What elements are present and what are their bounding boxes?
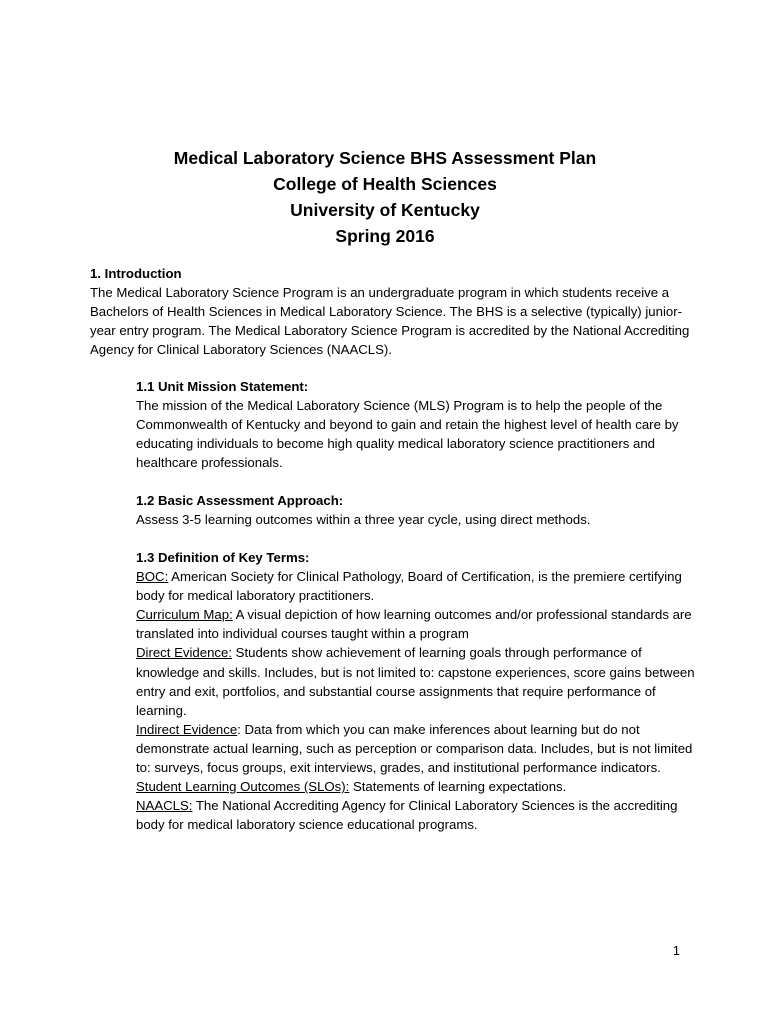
definition-item [136, 643, 696, 719]
definition-term: Indirect Evidence [136, 721, 238, 737]
title-line-1: Medical Laboratory Science BHS Assessment Plan [173, 148, 597, 168]
definition-text: The National Accrediting Agency for Clinical Laboratory Sciences is the accrediting body for medical laboratory science educational programs. [136, 798, 678, 833]
definition-term: NAACLS: [136, 798, 193, 814]
definition-term: Direct Evidence: [136, 645, 233, 661]
definition-item [136, 796, 696, 834]
definition-text: A visual depiction of how learning outcomes and/or professional standards are translated into individual courses taught within a program [136, 607, 692, 642]
document-title [0, 145, 770, 249]
definition-text: : Data from which you can make inferences about learning but do not demonstrate actual learning, such as perception or comparison data. Includes, but is not limited to: surveys, focus groups, exit interviews, grades, and institutional performance indicators. [136, 721, 693, 776]
definition-text: Statements of learning expectations. [349, 779, 567, 795]
definitions-heading: 1.3 Definition of Key Terms: [136, 550, 310, 565]
approach-section [136, 491, 696, 529]
definition-text: Students show achievement of learning goals through performance of knowledge and skills. Includes, but is not limited to: capstone experiences, score gains between entry and exit, portfolios, and substantial course assignments that require performance of learning. [136, 645, 695, 718]
definition-term: Curriculum Map: [136, 607, 233, 623]
approach-text: Assess 3-5 learning outcomes within a three year cycle, using direct methods. [136, 512, 591, 528]
definition-item [136, 605, 696, 643]
title-line-2: College of Health Sciences [273, 174, 497, 194]
introduction-section [90, 264, 690, 359]
introduction-heading: 1. Introduction [90, 266, 182, 281]
mission-section [136, 377, 696, 472]
mission-heading: 1.1 Unit Mission Statement: [136, 379, 309, 394]
definition-term: Student Learning Outcomes (SLOs): [136, 779, 350, 795]
title-line-3: University of Kentucky [290, 200, 480, 220]
introduction-text: The Medical Laboratory Science Program is an undergraduate program in which students receive a Bachelors of Health Sciences in Medical Laboratory Science. The BHS is a selective (typically) junior-year entry program. The Medical Laboratory Science Program is accredited by the National Accrediting Agency for Clinical Laboratory Sciences (NAACLS). [90, 285, 690, 358]
page-number: 1 [672, 943, 680, 958]
definition-term: BOC: [136, 569, 169, 585]
approach-heading: 1.2 Basic Assessment Approach: [136, 493, 344, 508]
definition-item [136, 777, 696, 796]
definition-item [136, 567, 696, 605]
definition-item [136, 720, 696, 777]
mission-text: The mission of the Medical Laboratory Science (MLS) Program is to help the people of the Commonwealth of Kentucky and beyond to gain and retain the highest level of health care by educating individuals to become high quality medical laboratory science practitioners and healthcare professionals. [136, 398, 679, 471]
definition-text: American Society for Clinical Pathology, Board of Certification, is the premiere certifying body for medical laboratory practitioners. [136, 569, 682, 604]
definitions-section [136, 548, 696, 834]
title-line-4: Spring 2016 [335, 226, 435, 246]
